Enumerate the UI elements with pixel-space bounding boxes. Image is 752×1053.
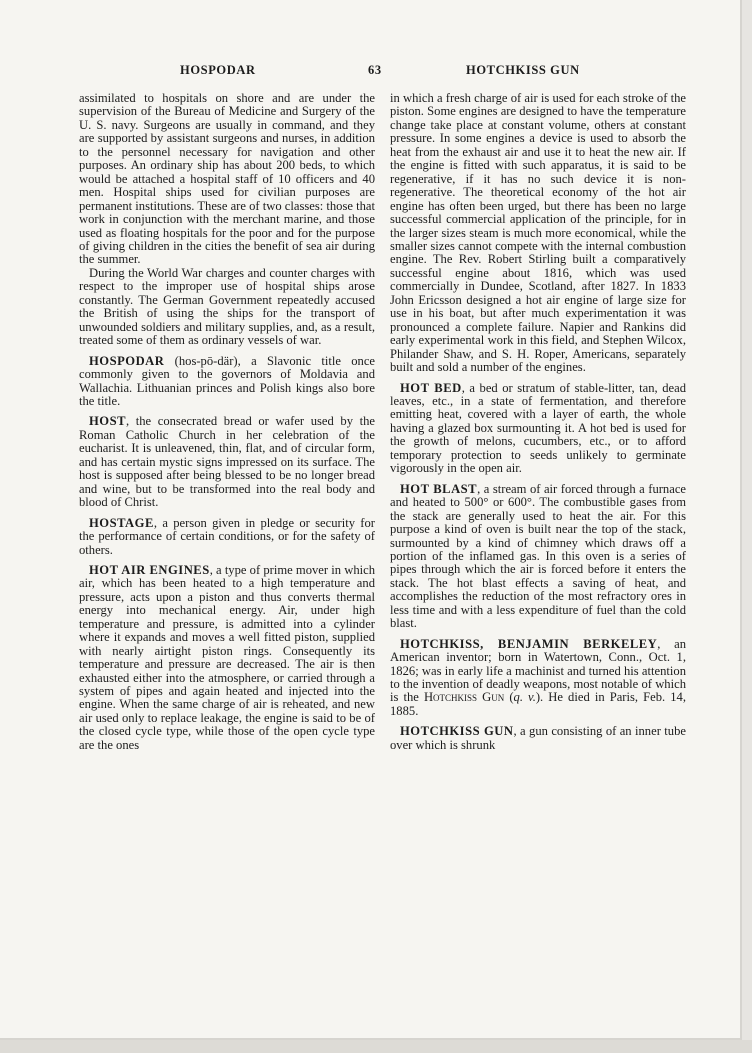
headword-hospodar: HOSPODAR (89, 353, 165, 368)
entry-hotchkiss-gun-text: , a gun consisting of an inner tube over which is shrunk (390, 724, 686, 752)
entry-hot-air-engines-text: , a type of prime mover in which air, which has been heated to a high temperature and pressure, acts upon a piston and thus converts thermal energy into mechanical energy. Air, under high temperature and pressure, is admitted into a cylinder where it expands and moves a well fitted piston, supplied with nearly airtight piston rings. Consequently its temperature and pressure are decreased. The air is then exhausted either into the atmosphere, or carried through a system of pipes and again heated and injected into the engine. When the same charge of air is reheated, and new air used only to replace leakage, the engine is said to be of the closed cycle type, while those of the open cycle type are the ones (79, 562, 375, 752)
entry-hotchkiss-benjamin-tail: ). He died in Paris, Feb. 14, 1885. (390, 690, 686, 718)
cross-reference-hotchkiss-gun: Hotchkiss Gun (423, 690, 505, 705)
headword-host: HOST (89, 414, 126, 429)
page-edge-shadow (0, 1040, 752, 1053)
entry-hostage-text: , a person given in pledge or security for the performance of certain conditions, or for the safety of others. (79, 515, 375, 557)
headword-hot-blast: HOT BLAST (400, 481, 478, 496)
hospital-ship-world-war-paragraph: During the World War charges and counter charges with respect to the improper use of hospital ships arose constantly. The German Government repeatedly accused the British of using the ships for the transport of unwounded soldiers and military supplies, and, as a result, treated some of them as ordinary vessels of war. (79, 265, 375, 348)
cross-reference-open: ( (504, 690, 514, 705)
running-head-right: HOTCHKISS GUN (466, 63, 580, 77)
headword-hostage: HOSTAGE (89, 515, 154, 530)
entry-hot-blast-text: , a stream of air forced through a furnace and heated to 500° or 600°. The combustible gases from the stack are generally used to heat the air. For this purpose a kind of oven is built near the top of the stack, surmounted by a kind of chimney which draws off a portion of the inflamed gas. In this oven is a series of pipes through which the air is forced before it enters the stack. The hot blast effects a saving of heat, and accomplishes the reduction of the most refractory ores in less time and with a less expenditure of fuel than the cold blast. (390, 481, 686, 631)
cross-reference-qv: q. v. (513, 690, 536, 705)
headword-hotchkiss-benjamin: HOTCHKISS, BENJAMIN BERKELEY (400, 636, 658, 651)
left-column (79, 92, 375, 752)
entry-hospodar (79, 355, 375, 409)
entry-hostage (79, 517, 375, 557)
page-number: 63 (368, 63, 382, 77)
entry-hotchkiss-benjamin (390, 638, 686, 719)
hot-air-engines-continued-paragraph: in which a fresh charge of air is used for each stroke of the piston. Some engines are designed to have the temperature change take place at constant volume, others at constant pressure. In some engines a device is used to absorb the heat from the exhaust air and use it to heat the new air. If the engine is fitted with such apparatus, it is said to be regenerative, if it has no such device it is non-regenerative. The theoretical economy of the hot air engine has often been urged, but there has been no large successful commercial application of the principle, for in the larger sizes steam is much more economical, while the smaller sizes cannot compete with the internal combustion engine. The Rev. Robert Stirling built a comparatively successful engine about 1816, which was used commercially in Dundee, Scotland, after 1827. In 1833 John Ericsson designed a hot air engine of large size for use in his boat, but after much experimentation it was pronounced a complete failure. Napier and Rankins did early experimental work in this field, and Stephen Wilcox, Philander Shaw, and S. H. Roper, Americans, separately built and sold a number of the engines. (390, 91, 686, 375)
entry-hospodar-text: (hos-pō-där), a Slavonic title once commonly given to the governors of Moldavia and Wallachia. Lithuanian princes and Polish kings also bore the title. (79, 353, 375, 408)
entry-hot-bed-text: , a bed or stratum of stable-litter, tan, dead leaves, etc., in a state of fermentation, and therefore emitting heat, covered with a layer of earth, the whole having a glazed box surmounting it. A hot bed is used for the growth of melons, cucumbers, etc., or to afford temporary protection to seeds unlikely to germinate vigorously in the open air. (390, 380, 686, 476)
entry-hot-blast (390, 483, 686, 631)
headword-hot-bed: HOT BED (400, 380, 462, 395)
entry-hotchkiss-gun (390, 725, 686, 752)
running-head-left: HOSPODAR (180, 63, 256, 77)
running-head (80, 63, 692, 79)
headword-hot-air-engines: HOT AIR ENGINES (89, 562, 210, 577)
right-column (390, 92, 686, 752)
entry-hot-air-engines (79, 564, 375, 752)
entry-host-text: , the consecrated bread or wafer used by the Roman Catholic Church in her celebration of the eucharist. It is unleavened, thin, flat, and of circular form, and has certain mystic signs impressed on its surface. The host is supposed after being blessed to be no longer bread and wine, but to be transformed into the real body and blood of Christ. (79, 414, 375, 510)
entry-hot-bed (390, 382, 686, 476)
entry-host (79, 415, 375, 509)
headword-hotchkiss-gun: HOTCHKISS GUN (400, 724, 514, 739)
entry-hotchkiss-benjamin-text: , an American inventor; born in Watertown, Conn., Oct. 1, 1826; was in early life a machinist and turned his attention to the invention of deadly weapons, most notable of which is the (390, 636, 687, 705)
hospital-ship-continued-paragraph: assimilated to hospitals on shore and are under the supervision of the Bureau of Medicine and Surgery of the U. S. navy. Surgeons are usually in command, and they are supported by assistant surgeons and nurses, in addition to the personnel necessary for navigation and other purposes. An ordinary ship has about 200 beds, to which would be attached a hospital staff of 10 officers and 40 men. Hospital ships used for civilian purposes are permanent institutions. These are of two classes: those that work in conjunction with the merchant marine, and those used as floating hospitals for the poor and for the purpose of giving children in the cities the benefit of sea air during the summer. (79, 91, 376, 267)
